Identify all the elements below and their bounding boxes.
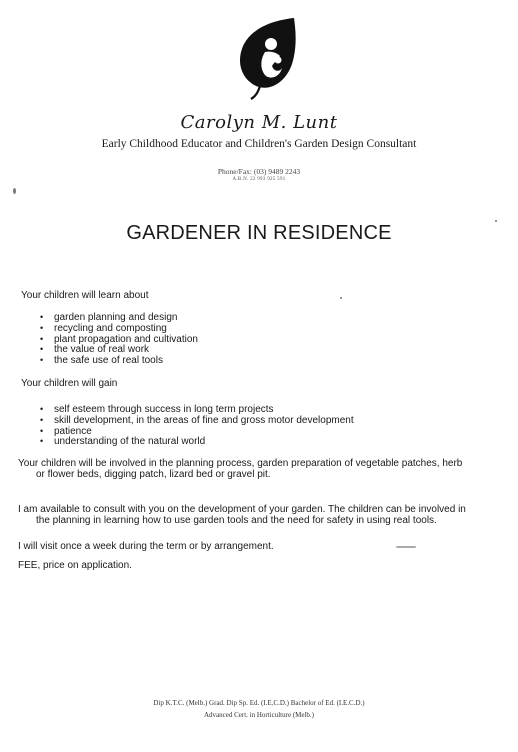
consult-paragraph — [18, 504, 510, 526]
list-item: • recycling and composting — [40, 323, 198, 334]
planning-line-2: or flower beds, digging patch, lizard bed or gravel pit. — [36, 469, 271, 480]
list-item: • plant propagation and cultivation — [40, 334, 198, 345]
page-title: GARDENER IN RESIDENCE — [126, 222, 392, 244]
learn-label: Your children will learn about — [21, 290, 149, 301]
fee-text: FEE, price on application. — [18, 560, 132, 571]
logo-mother-child-leaf-icon — [236, 16, 298, 100]
list-item: • the value of real work — [40, 344, 198, 355]
scan-speck — [495, 220, 497, 222]
learn-list — [40, 312, 198, 366]
footer-qualifications-line-1: Dip K.T.C. (Melb.) Grad. Dip Sp. Ed. (I.E.C.D.) Bachelor of Ed. (I.E.C.D.) — [153, 699, 365, 707]
scan-speck — [340, 297, 342, 299]
scan-speck — [13, 188, 16, 194]
consultant-name: Carolyn M. Lunt — [180, 112, 338, 133]
footer-qualifications-line-2: Advanced Cert. in Horticulture (Melb.) — [203, 711, 315, 719]
gain-list — [40, 404, 354, 447]
list-item: • self esteem through success in long term projects — [40, 404, 354, 415]
list-item: • patience — [40, 426, 354, 437]
scan-speck — [396, 546, 416, 548]
planning-paragraph — [18, 458, 510, 480]
phone-fax: Phone/Fax: (03) 9489 2243 — [217, 167, 301, 176]
abn-number: A.B.N. 22 993 925 591 — [232, 177, 286, 182]
list-item: • garden planning and design — [40, 312, 198, 323]
gain-label: Your children will gain — [21, 378, 118, 389]
consult-line-2: the planning in learning how to use garden tools and the need for safety in using real tools. — [36, 515, 437, 526]
consult-line-1: I am available to consult with you on the development of your garden. The children can be involved in — [18, 504, 466, 515]
list-item: • understanding of the natural world — [40, 436, 354, 447]
consultant-subtitle: Early Childhood Educator and Children's Garden Design Consultant — [101, 138, 417, 150]
list-item: • skill development, in the areas of fine and gross motor development — [40, 415, 354, 426]
list-item: • the safe use of real tools — [40, 355, 198, 366]
visit-text: I will visit once a week during the term or by arrangement. — [18, 541, 274, 552]
planning-line-1: Your children will be involved in the planning process, garden preparation of vegetable patches, herb — [18, 458, 463, 469]
